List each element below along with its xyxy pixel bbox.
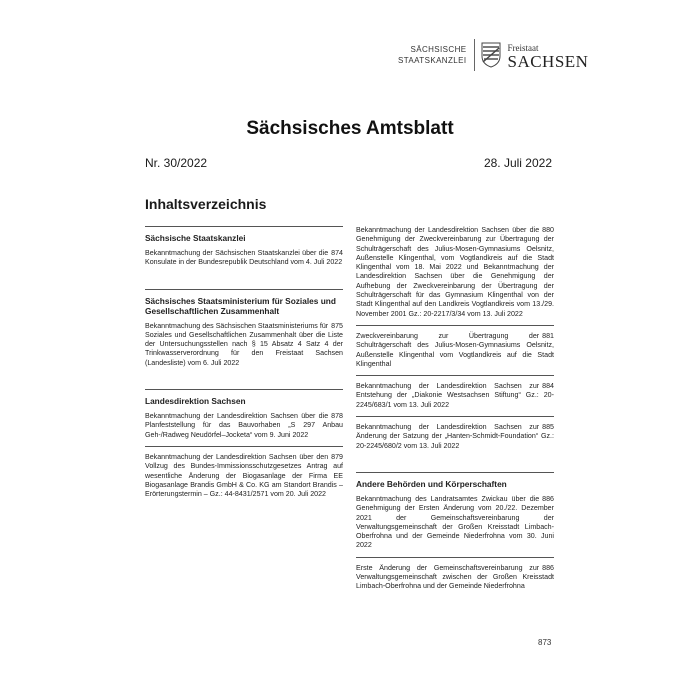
publication-title: Sächsisches Amtsblatt bbox=[246, 118, 454, 139]
toc-column-right bbox=[356, 226, 554, 598]
entry-rule bbox=[356, 375, 554, 376]
toc-heading: Inhaltsverzeichnis bbox=[145, 196, 267, 212]
page-ref: 874 bbox=[331, 249, 343, 257]
entry-text: Erste Änderung der Gemeinschaftsvereinbarung zur Verwaltungsgemeinschaft zwischen der Großen Kreisstadt Limbach-Oberfrohna und der Gemeinde Niederfrohna bbox=[356, 563, 554, 591]
issue-date: 28. Juli 2022 bbox=[483, 156, 552, 170]
section-heading: Landesdirektion Sachsen bbox=[145, 396, 246, 407]
masthead bbox=[398, 38, 588, 72]
section-heading: Andere Behörden und Körperschaften bbox=[356, 478, 507, 489]
toc-entry[interactable] bbox=[356, 332, 554, 369]
page-ref: 875 bbox=[331, 321, 343, 330]
page-ref: 879 bbox=[331, 452, 343, 461]
toc-column-left bbox=[145, 226, 343, 505]
issue-number: Nr. 30/2022 bbox=[145, 156, 208, 170]
page-ref: 886 bbox=[542, 563, 554, 572]
entry-text: Bekanntmachung der Landesdirektion Sachsen über den Vollzug des Bundes-Immissionsschutzgesetzes Antrag auf wesentliche Änderung der Biogasanlage der Firma EE Biogasanlage Brandis GmbH & Co. KG am Standort Brandis – Erörterungstermin – Gz.: 44-8431/2571 vom 20. Juli 2022 bbox=[145, 452, 343, 499]
masthead-divider bbox=[474, 39, 475, 71]
toc-entry[interactable] bbox=[145, 412, 343, 440]
page-ref: 885 bbox=[542, 423, 554, 432]
entry-text: Bekanntmachung des Sächsischen Staatsministeriums für Soziales und Gesellschaftlichen Zusammenhalt über die Liste der Untersuchungsstellen nach § 15 Absatz 4 Satz 4 der Trinkwasserverordnung für den Freistaat Sachsen (Landesliste) vom 6. Juli 2022 bbox=[145, 321, 343, 367]
entry-rule bbox=[356, 416, 554, 417]
toc-entry[interactable] bbox=[145, 249, 343, 268]
page-ref: 880 bbox=[542, 226, 554, 234]
entry-text: Bekanntmachung der Sächsischen Staatskanzlei über die Konsulate in der Bundesrepublik Deutschland vom 4. Juli 2022 bbox=[145, 249, 343, 267]
page-ref: 886 bbox=[542, 494, 554, 503]
entry-rule bbox=[356, 325, 554, 326]
toc-entry[interactable] bbox=[145, 453, 343, 499]
entry-rule bbox=[145, 446, 343, 447]
freistaat-sachsen-wordmark: Freistaat SACHSEN bbox=[507, 43, 589, 71]
section-heading: Sächsische Staatskanzlei bbox=[145, 233, 246, 243]
entry-text: Bekanntmachung der Landesdirektion Sachsen über die Planfeststellung für das Bauvorhaben „S 297 Anbau Geh-/Radweg Neudörfel–Jocketa“ vom 9. Juni 2022 bbox=[145, 412, 343, 439]
page-ref: 884 bbox=[542, 382, 554, 391]
entry-text: Bekanntmachung der Landesdirektion Sachsen zur Entstehung der „Diakonie Westsachsen Stiftung“ Gz.: 20-2245/683/1 vom 13. Juli 2022 bbox=[356, 382, 554, 409]
section-rule bbox=[356, 472, 554, 473]
entry-text: Bekanntmachung der Landesdirektion Sachsen über die Genehmigung der Zweckvereinbarung zur Übertragung der Schulträgerschaft des Julius-Mosen-Gymnasiums Oelsnitz, Außenstelle Klingenthal, vom Vogtlandkreis auf die Stadt Klingenthal vom 18. Mai 2022 und Bekanntmachung der Landesdirektion Sachsen über die Genehmigung der Aufhebung der Zweckvereinbarung der Übertragung der Schulträgerschaft für das Gymnasium Klingenthal von der Stadt Klingenthal auf den Landkreis Vogtlandkreis vom 13./29. November 2001 Gz.: 20-2217/3/34 vom 13. Juli 2022 bbox=[356, 226, 554, 318]
entry-text: Bekanntmachung des Landratsamtes Zwickau über die Genehmigung der Ersten Änderung vom 20./22. Dezember 2021 der Gemeinschaftsvereinbarung der Verwaltungsgemeinschaft der Großen Kreisstadt Limbach-Oberfrohna und der Gemeinde Niederfrohna vom 30. Juni 2022 bbox=[356, 494, 554, 550]
toc-entry[interactable] bbox=[356, 382, 554, 410]
section-heading: Sächsisches Staatsministerium für Soziales und Gesellschaftlichen Zusammenhalt bbox=[145, 295, 336, 316]
entry-text: Bekanntmachung der Landesdirektion Sachsen zur Änderung der Satzung der „Hanten-Schmidt-Foundation“ Gz.: 20-2245/680/2 vom 13. Juli 2022 bbox=[356, 423, 554, 450]
page-ref: 881 bbox=[542, 331, 554, 340]
toc-entry[interactable] bbox=[145, 322, 343, 368]
staatskanzlei-label: SÄCHSISCHE STAATSKANZLEI bbox=[398, 45, 467, 65]
toc-entry[interactable] bbox=[356, 564, 554, 592]
entry-text: Zweckvereinbarung zur Übertragung der Schulträgerschaft des Julius-Mosen-Gymnasiums Oelsnitz, Außenstelle Klingenthal vom Vogtlandkreis auf die Stadt Klingenthal bbox=[356, 331, 554, 368]
toc-entry[interactable] bbox=[356, 495, 554, 551]
saxony-crest-icon bbox=[481, 42, 501, 68]
toc-entry[interactable] bbox=[356, 226, 554, 319]
section-rule bbox=[145, 389, 343, 390]
section-rule bbox=[145, 226, 343, 227]
page-ref: 878 bbox=[331, 412, 343, 421]
page-number: 873 bbox=[538, 638, 552, 647]
section-rule bbox=[145, 289, 343, 290]
toc-entry[interactable] bbox=[356, 423, 554, 451]
entry-rule bbox=[356, 557, 554, 558]
